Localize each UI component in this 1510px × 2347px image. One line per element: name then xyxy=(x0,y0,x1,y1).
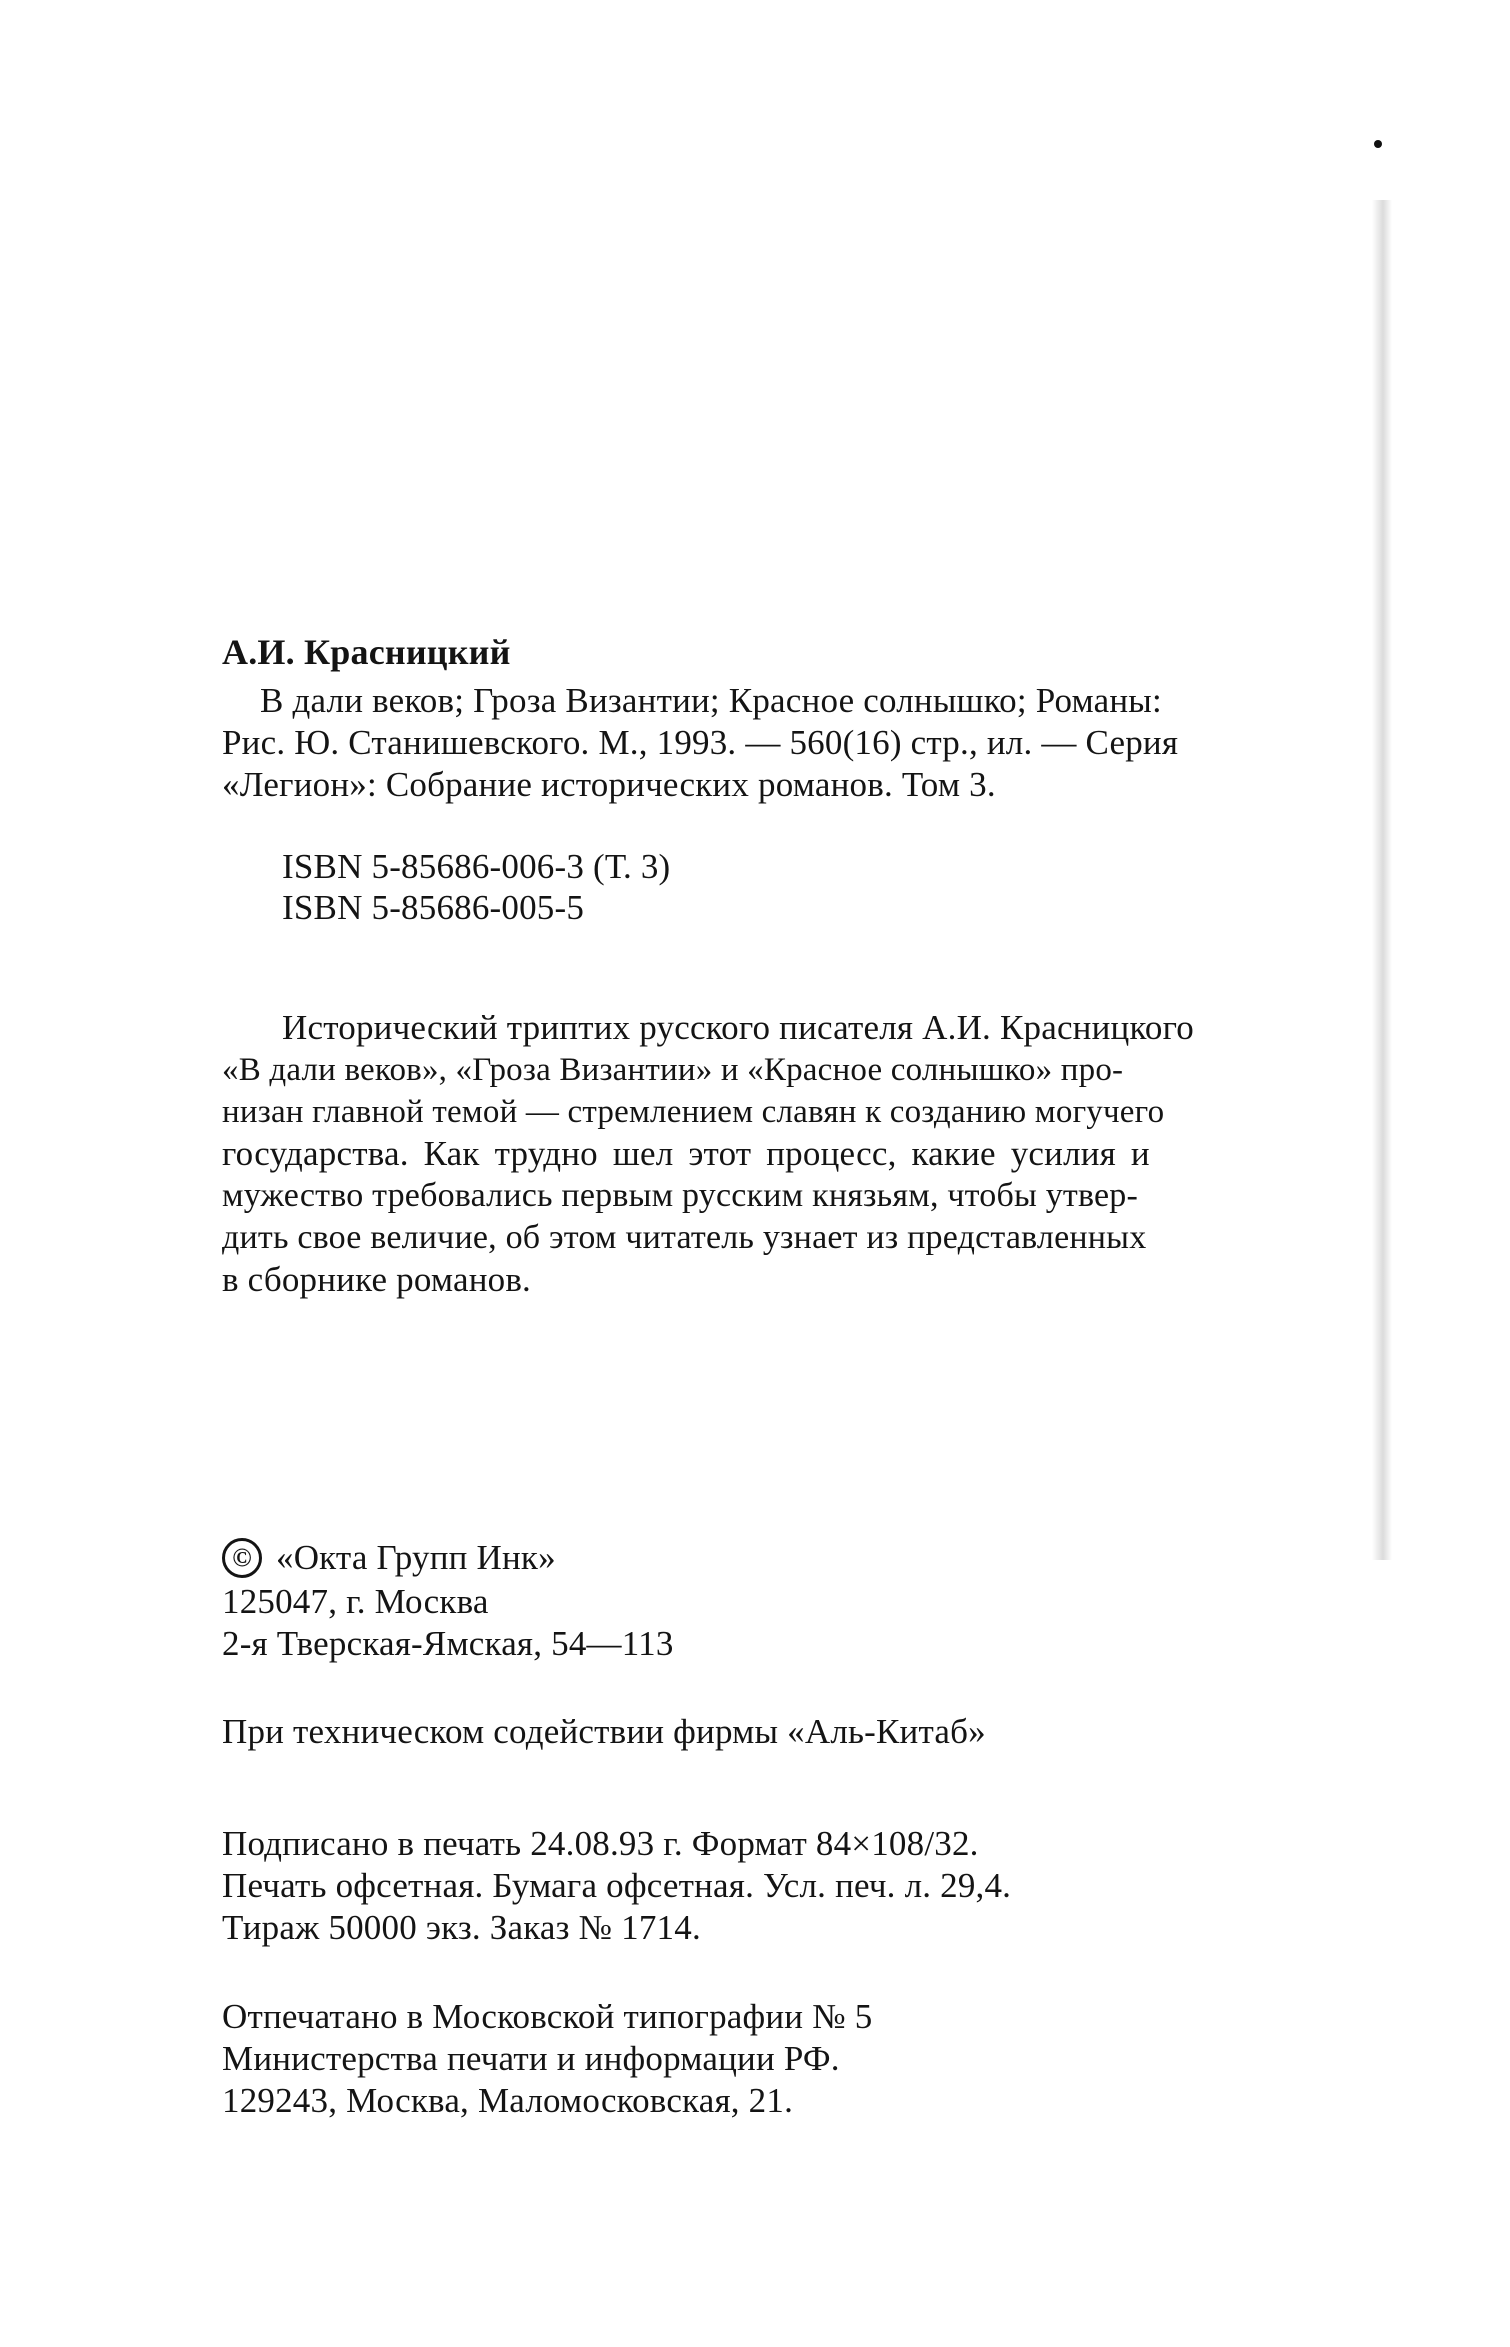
annotation-line-7: в сборнике романов. xyxy=(222,1260,532,1299)
annotation-line-3: низан главной темой — стремлением славян к созданию могучего xyxy=(222,1094,1165,1130)
bibliography-line-2: Рис. Ю. Станишевского. М., 1993. — 560(16) стр., ил. — Серия xyxy=(222,723,1179,762)
bibliography-line-1: В дали веков; Гроза Византии; Красное солнышко; Романы: xyxy=(260,681,1162,720)
isbn-line-1: ISBN 5-85686-006-3 (Т. 3) xyxy=(282,847,671,886)
copyright-icon: © xyxy=(222,1538,262,1578)
annotation-line-1: Исторический триптих русского писателя А.И. Красницкого xyxy=(282,1008,1194,1047)
technical-assistance: При техническом содействии фирмы «Аль-Китаб» xyxy=(222,1712,986,1751)
annotation-line-5: мужество требовались первым русским князьям, чтобы утвер- xyxy=(222,1177,1139,1214)
printer-line-3: 129243, Москва, Маломосковская, 21. xyxy=(222,2081,794,2120)
annotation-line-4: государства. Как трудно шел этот процесс, какие усилия и xyxy=(222,1134,1150,1173)
publisher-name-line xyxy=(222,1533,556,1580)
publisher-city: 125047, г. Москва xyxy=(222,1582,489,1621)
imprint-line-3: Тираж 50000 экз. Заказ № 1714. xyxy=(222,1908,701,1947)
publisher-name: «Окта Групп Инк» xyxy=(276,1538,556,1577)
publisher-address: 2-я Тверская-Ямская, 54—113 xyxy=(222,1624,674,1663)
bibliography-line-3: «Легион»: Собрание исторических романов. Том 3. xyxy=(222,765,996,804)
imprint-line-1: Подписано в печать 24.08.93 г. Формат 84×108/32. xyxy=(222,1824,979,1863)
imprint-line-2: Печать офсетная. Бумага офсетная. Усл. печ. л. 29,4. xyxy=(222,1866,1012,1905)
stray-dot-mark xyxy=(1374,140,1382,148)
page-edge-shadow xyxy=(1372,200,1392,1560)
annotation-line-6: дить свое величие, об этом читатель узнает из представленных xyxy=(222,1219,1147,1256)
annotation-line-2: «В дали веков», «Гроза Византии» и «Красное солнышко» про- xyxy=(222,1052,1124,1088)
printer-line-1: Отпечатано в Московской типографии № 5 xyxy=(222,1997,873,2036)
isbn-line-2: ISBN 5-85686-005-5 xyxy=(282,888,585,927)
printer-line-2: Министерства печати и информации РФ. xyxy=(222,2039,840,2078)
author-name: А.И. Красницкий xyxy=(222,632,511,672)
